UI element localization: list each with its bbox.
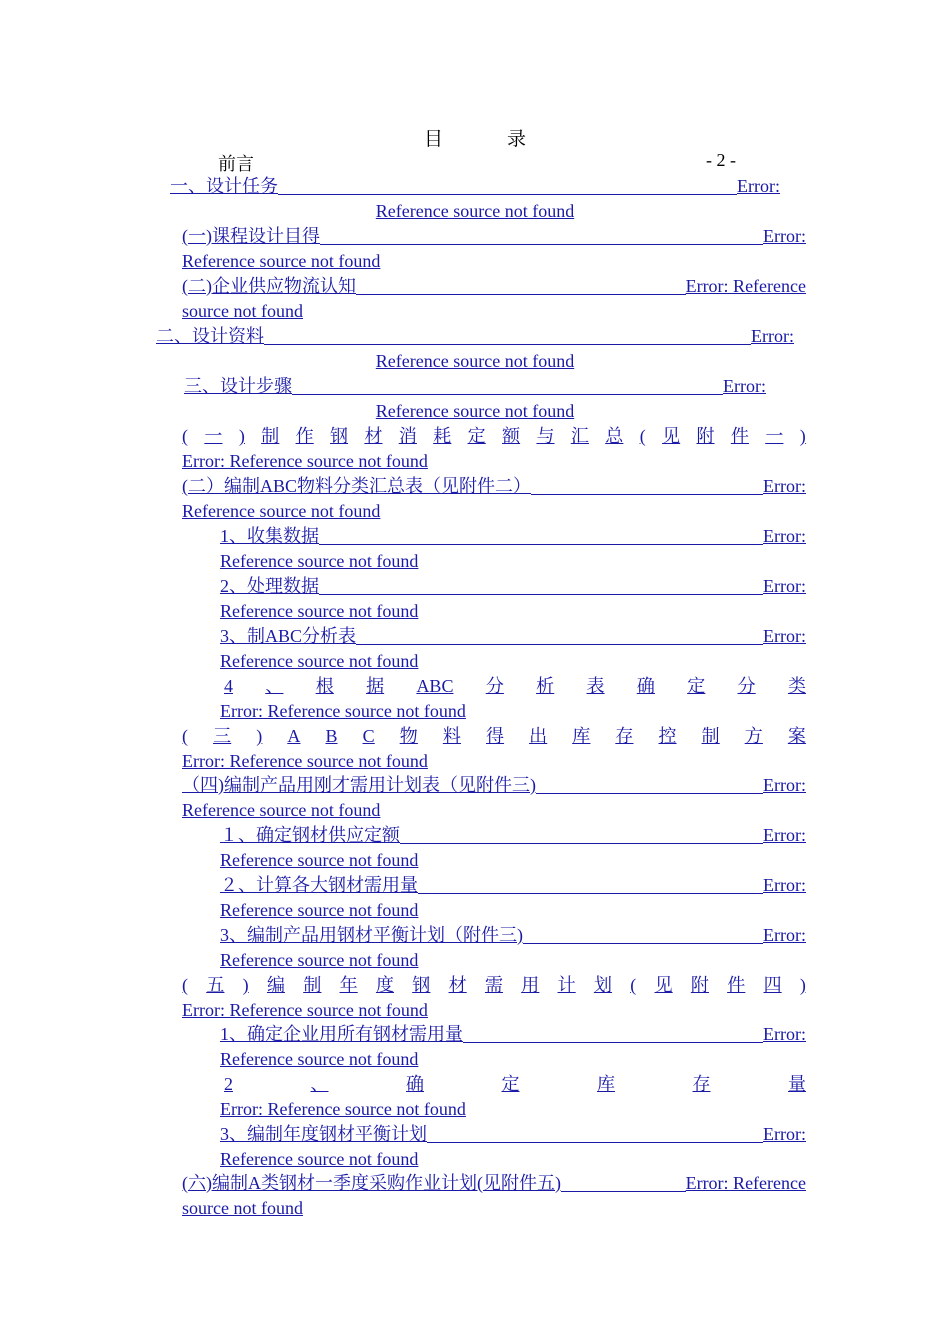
entry-label: 一、设计任务: [170, 174, 278, 199]
entry-ref: source not found: [182, 1198, 303, 1218]
entry-ref: Reference source not found: [220, 900, 419, 920]
toc-entry-design-materials[interactable]: [156, 324, 794, 349]
entry-label: 二、设计资料: [156, 324, 264, 349]
toc-title-part2: 录: [507, 129, 527, 150]
toc-entry-design-task-ref[interactable]: [170, 199, 780, 224]
entry-error: Error: Reference: [686, 274, 806, 299]
entry-ref: source not found: [182, 301, 303, 321]
entry-ref: Reference source not found: [220, 1149, 419, 1169]
entry-ref: Reference source not found: [182, 251, 381, 271]
entry-label-spread: ( 一 ) 制 作 钢 材 消 耗 定 额 与 汇 总 ( 见 附 件 一 ): [182, 426, 806, 446]
toc-entry-abc-summary[interactable]: [182, 474, 806, 524]
entry-ref: Reference source not found: [182, 800, 381, 820]
toc-entry-design-task[interactable]: [170, 174, 780, 199]
toc-entry-annual-balance[interactable]: [220, 1122, 806, 1172]
entry-error: Error:: [763, 224, 806, 249]
toc-entry-design-materials-ref[interactable]: [156, 349, 794, 374]
entry-label: 2、处理数据: [220, 574, 319, 599]
toc-entry-supply-logistics[interactable]: [182, 274, 806, 324]
entry-error: Error:: [763, 823, 806, 848]
entry-label-spread: 4 、 根 据 ABC 分 析 表 确 定 分 类: [224, 676, 806, 696]
toc-entry-course-goal[interactable]: [182, 224, 806, 274]
toc-title-part1: 目: [423, 129, 443, 150]
entry-ref: Reference source not found: [182, 501, 381, 521]
entry-error: Error:: [763, 1022, 806, 1047]
entry-ref: Reference source not found: [220, 551, 419, 571]
toc-entry-calc-demand[interactable]: [220, 873, 806, 923]
entry-error: Error:: [763, 773, 806, 798]
entry-ref: Reference source not found: [220, 850, 419, 870]
entry-ref: Error: Reference source not found: [220, 1099, 466, 1119]
entry-label: (一)课程设计目得: [182, 224, 320, 249]
entry-label: (二）编制ABC物料分类汇总表（见附件二）: [182, 474, 531, 499]
entry-label-spread: ( 三 ) A B C 物 料 得 出 库 存 控 制 方 案: [182, 726, 806, 746]
entry-label: (二)企业供应物流认知: [182, 274, 356, 299]
entry-label: 3、编制年度钢材平衡计划: [220, 1122, 427, 1147]
entry-label: 3、编制产品用钢材平衡计划（附件三): [220, 923, 523, 948]
entry-ref: Error: Reference source not found: [182, 751, 428, 771]
toc-entry-steel-consumption[interactable]: [182, 424, 806, 474]
entry-label: ２、计算各大钢材需用量: [220, 873, 418, 898]
entry-ref: Reference source not found: [375, 351, 575, 371]
entry-label: (六)编制A类钢材一季度采购作业计划(见附件五): [182, 1171, 561, 1196]
entry-ref: Reference source not found: [220, 651, 419, 671]
toc-entry-abc-inventory-plan[interactable]: [182, 724, 806, 774]
toc-entry-inventory-level[interactable]: [220, 1072, 806, 1122]
entry-label-spread: 2 、 确 定 库 存 量: [224, 1074, 806, 1094]
toc-entry-collect-data[interactable]: [220, 524, 806, 574]
entry-label: 1、收集数据: [220, 524, 319, 549]
toc-entry-product-demand-plan[interactable]: [182, 773, 806, 823]
toc-entry-balance-plan[interactable]: [220, 923, 806, 973]
entry-label: 3、制ABC分析表: [220, 624, 356, 649]
entry-error: Error:: [763, 474, 806, 499]
entry-ref: Error: Reference source not found: [182, 1000, 428, 1020]
entry-error: Error:: [763, 524, 806, 549]
entry-error: Error:: [763, 624, 806, 649]
entry-ref: Reference source not found: [220, 1049, 419, 1069]
toc-title: [0, 124, 950, 151]
toc-entry-supply-quota[interactable]: [220, 823, 806, 873]
entry-ref: Reference source not found: [375, 401, 575, 421]
toc-entry-abc-classify[interactable]: [220, 674, 806, 724]
toc-entry-design-steps[interactable]: [184, 374, 766, 399]
entry-ref: Error: Reference source not found: [220, 701, 466, 721]
entry-error: Error:: [763, 923, 806, 948]
toc-entry-abc-table[interactable]: [220, 624, 806, 674]
toc-entry-enterprise-demand[interactable]: [220, 1022, 806, 1072]
entry-label: １、确定钢材供应定额: [220, 823, 400, 848]
entry-label: （四)编制产品用刚才需用计划表（见附件三): [182, 773, 536, 798]
toc-entry-procurement-plan[interactable]: [182, 1171, 806, 1221]
entry-error: Error:: [763, 1122, 806, 1147]
toc-entry-process-data[interactable]: [220, 574, 806, 624]
entry-label: 1、确定企业用所有钢材需用量: [220, 1022, 463, 1047]
entry-ref: Error: Reference source not found: [182, 451, 428, 471]
preface-page-number: - 2 -: [706, 150, 736, 170]
entry-ref: Reference source not found: [375, 201, 575, 221]
entry-ref: Reference source not found: [220, 601, 419, 621]
toc-preface: [218, 150, 736, 176]
entry-error: Error:: [723, 374, 766, 399]
entry-error: Error:: [751, 324, 794, 349]
entry-label-spread: ( 五 ) 编 制 年 度 钢 材 需 用 计 划 ( 见 附 件 四 ): [182, 975, 806, 995]
entry-error: Error: Reference: [686, 1171, 806, 1196]
entry-ref: Reference source not found: [220, 950, 419, 970]
entry-label: 三、设计步骤: [184, 374, 292, 399]
entry-error: Error:: [763, 873, 806, 898]
toc-entry-annual-demand-plan[interactable]: [182, 973, 806, 1023]
entry-error: Error:: [763, 574, 806, 599]
entry-error: Error:: [737, 174, 780, 199]
preface-label: 前言: [218, 154, 254, 174]
toc-entry-design-steps-ref[interactable]: [184, 399, 766, 424]
